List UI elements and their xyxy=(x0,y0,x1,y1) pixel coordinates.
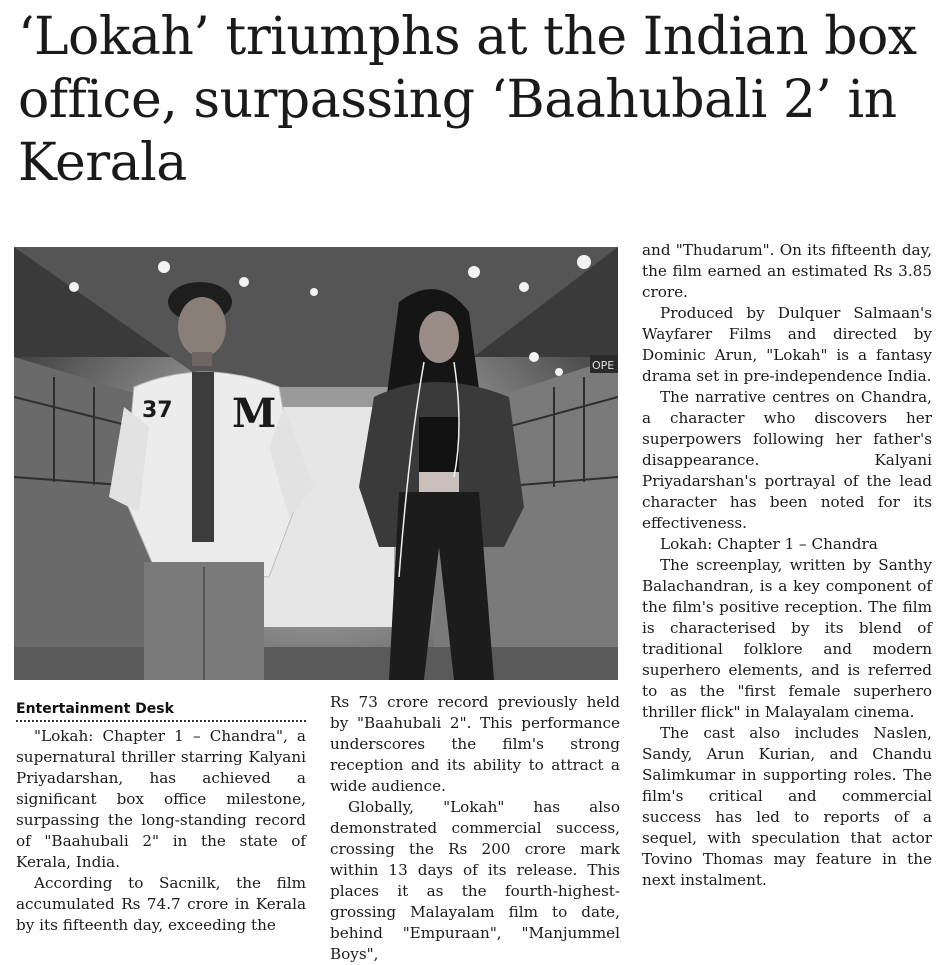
byline: Entertainment Desk xyxy=(16,700,306,722)
article-paragraph: and "Thudarum". On its fifteenth day, the film earned an estimated Rs 3.85 crore. xyxy=(642,241,932,301)
subheading: Lokah: Chapter 1 – Chandra xyxy=(660,535,878,553)
article-paragraph: Rs 73 crore record previously held by "Baahubali 2". This performance underscores the film's strong reception and its ability to attract a wide audience. xyxy=(330,693,620,795)
article-paragraph: "Lokah: Chapter 1 – Chandra", a supernatural thriller starring Kalyani Priyadarshan, has achieved a significant box office milestone, surpassing the long-standing record of "Baahubali 2" in the state of Kerala, India. xyxy=(16,727,306,871)
article-paragraph: The narrative centres on Chandra, a character who discovers her superpowers following her father's disappearance. Kalyani Priyadarshan's portrayal of the lead character has been noted for its effectiveness. xyxy=(642,388,932,532)
article-paragraph: Produced by Dulquer Salmaan's Wayfarer Films and directed by Dominic Arun, "Lokah" is a fantasy drama set in pre-independence India. xyxy=(642,304,932,385)
article-paragraph: The screenplay, written by Santhy Balachandran, is a key component of the film's positive reception. The film is characterised by its blend of traditional folklore and modern superhero elements, and is referred to as the "first female superhero thriller flick" in Malayalam cinema. xyxy=(642,556,932,721)
movie-still-photo xyxy=(14,247,618,680)
headline: ‘Lokah’ triumphs at the Indian box office, surpassing ‘Baahubali 2’ in Kerala xyxy=(18,7,917,193)
article-paragraph: The cast also includes Naslen, Sandy, Arun Kurian, and Chandu Salimkumar in supporting roles. The film's critical and commercial success has led to reports of a sequel, with speculation that actor Tovino Thomas may feature in the next instalment. xyxy=(642,724,932,889)
article-column-2 xyxy=(330,692,620,965)
article-paragraph: Globally, "Lokah" has also demonstrated commercial success, crossing the Rs 200 crore mark within 13 days of its release. This places it as the fourth-highest-grossing Malayalam film to date, behind "Empuraan", "Manjummel Boys", xyxy=(330,798,620,963)
jacket-letter: M xyxy=(232,390,277,437)
article-column-1 xyxy=(16,700,306,936)
article-column-3 xyxy=(642,240,932,891)
article-paragraph: According to Sacnilk, the film accumulated Rs 74.7 crore in Kerala by its fifteenth day, exceeding the xyxy=(16,874,306,934)
jacket-number: 37 xyxy=(142,398,173,423)
tunnel-sign-text: OPE xyxy=(592,359,615,372)
